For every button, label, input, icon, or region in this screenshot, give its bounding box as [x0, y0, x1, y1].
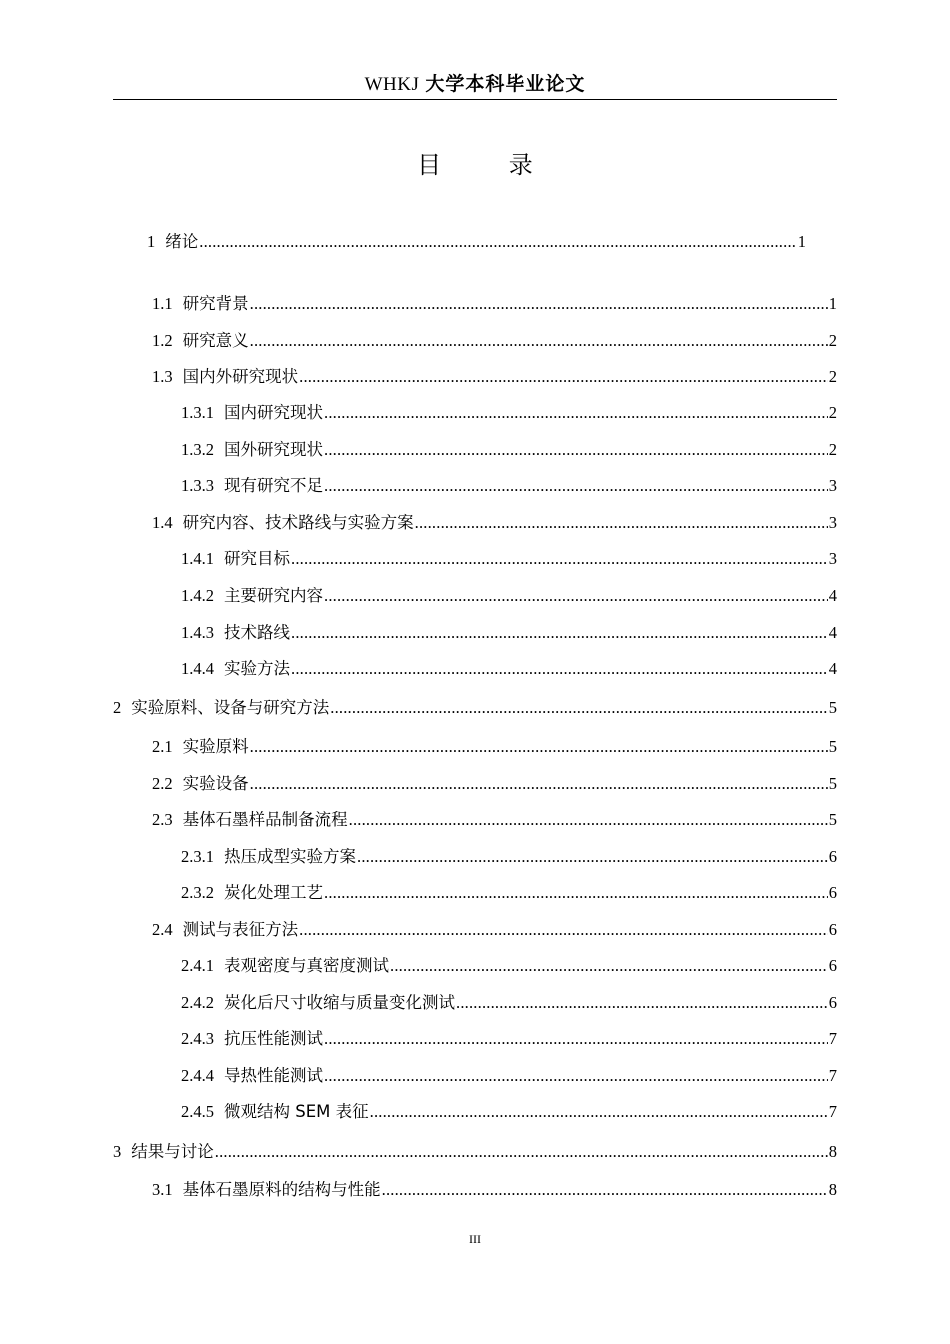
- toc-entry-page: 3: [828, 476, 837, 495]
- toc-dot-leader: [215, 1142, 828, 1162]
- toc-entry[interactable]: [181, 1062, 837, 1086]
- toc-dot-leader: [250, 737, 828, 757]
- toc-entry-page: 7: [828, 1066, 837, 1085]
- toc-entry[interactable]: [181, 952, 837, 976]
- toc-dot-leader: [324, 1066, 828, 1086]
- toc-dot-leader: [390, 956, 828, 976]
- toc-entry[interactable]: [181, 843, 837, 867]
- toc-entry-title: 实验设备: [182, 774, 249, 793]
- toc-entry-page: 1: [797, 232, 806, 251]
- toc-entry-number: 2.3: [152, 810, 173, 829]
- toc-dot-leader: [324, 476, 828, 496]
- toc-entry[interactable]: [181, 545, 837, 569]
- toc-entry-title: 表观密度与真密度测试: [224, 956, 389, 975]
- toc-entry-page: 5: [828, 698, 837, 717]
- toc-entry-number: 1.4.4: [181, 659, 214, 678]
- toc-dot-leader: [330, 698, 828, 718]
- toc-dot-leader: [382, 1180, 828, 1200]
- toc-dot-leader: [324, 440, 828, 460]
- toc-entry[interactable]: [181, 655, 837, 679]
- toc-dot-leader: [250, 294, 828, 314]
- toc-entry-page: 6: [828, 883, 837, 902]
- toc-entry[interactable]: [152, 290, 837, 314]
- toc-entry-title: 实验原料、设备与研究方法: [131, 698, 330, 717]
- toc-entry[interactable]: [181, 619, 837, 643]
- toc-entry[interactable]: [181, 1098, 837, 1122]
- toc-dot-leader: [370, 1102, 828, 1122]
- header-latin: WHKJ: [364, 74, 420, 95]
- toc-entry-number: 1.4.1: [181, 549, 214, 568]
- toc-entry-page: 2: [828, 440, 837, 459]
- toc-entry-page: 5: [828, 810, 837, 829]
- toc-dot-leader: [299, 367, 828, 387]
- toc-entry-page: 8: [828, 1142, 837, 1161]
- toc-dot-leader: [415, 513, 828, 533]
- toc-entry[interactable]: [181, 1025, 837, 1049]
- page-title: 目 录: [417, 151, 563, 179]
- toc-entry-title: 主要研究内容: [224, 586, 323, 605]
- toc-entry-title: 炭化后尺寸收缩与质量变化测试: [224, 993, 455, 1012]
- toc-entry-number: 2.4.3: [181, 1029, 214, 1048]
- toc-entry-page: 6: [828, 847, 837, 866]
- toc-entry[interactable]: [181, 582, 837, 606]
- toc-entry-title: 研究意义: [182, 331, 249, 350]
- toc-entry-number: 1.3: [152, 367, 173, 386]
- toc-entry-number: 2.4.1: [181, 956, 214, 975]
- toc-entry-page: 2: [828, 367, 837, 386]
- toc-dot-leader: [324, 1029, 828, 1049]
- toc-entry-number: 3.1: [152, 1180, 173, 1199]
- toc-entry[interactable]: [152, 363, 837, 387]
- toc-entry-page: 7: [828, 1102, 837, 1121]
- toc-entry-number: 2.4: [152, 920, 173, 939]
- toc-entry-title: 抗压性能测试: [224, 1029, 323, 1048]
- toc-entry-title: 研究目标: [224, 549, 290, 568]
- toc-entry-title: 国内外研究现状: [182, 367, 299, 386]
- toc-entry-number: 1.2: [152, 331, 173, 350]
- toc-entry-title: 实验原料: [182, 737, 249, 756]
- toc-entry-page: 3: [828, 513, 837, 532]
- toc-dot-leader: [291, 659, 828, 679]
- toc-entry-number: 2.1: [152, 737, 173, 756]
- toc-entry-number: 1.4: [152, 513, 173, 532]
- toc-dot-leader: [324, 883, 828, 903]
- toc-entry[interactable]: [152, 770, 837, 794]
- toc-entry-title: 微观结构 SEM 表征: [224, 1102, 369, 1121]
- toc-entry-page: 7: [828, 1029, 837, 1048]
- toc-entry-title: 技术路线: [224, 623, 290, 642]
- toc-entry-title: 绪论: [165, 232, 199, 251]
- toc-entry-title: 国外研究现状: [224, 440, 323, 459]
- toc-entry-page: 4: [828, 623, 837, 642]
- toc-dot-leader: [299, 920, 828, 940]
- toc-entry[interactable]: [152, 733, 837, 757]
- toc-entry-number: 1.4.3: [181, 623, 214, 642]
- header-title: 大学本科毕业论文: [425, 73, 586, 95]
- toc-dot-leader: [456, 993, 828, 1013]
- toc-entry-number: 2.4.5: [181, 1102, 214, 1121]
- toc-entry-title: 实验方法: [224, 659, 290, 678]
- toc-entry-page: 1: [828, 294, 837, 313]
- toc-entry-number: 1.3.1: [181, 403, 214, 422]
- page-number: III: [469, 1232, 481, 1246]
- toc-entry[interactable]: [152, 806, 837, 830]
- toc-dot-leader: [291, 623, 828, 643]
- toc-entry-title: 现有研究不足: [224, 476, 323, 495]
- toc-entry-title: 基体石墨原料的结构与性能: [182, 1180, 381, 1199]
- toc-dot-leader: [199, 232, 797, 252]
- toc-entry-number: 1.1: [152, 294, 173, 313]
- toc-entry[interactable]: [152, 1176, 837, 1200]
- toc-entry-page: 2: [828, 403, 837, 422]
- toc-entry[interactable]: [152, 916, 837, 940]
- toc-entry[interactable]: [113, 1138, 837, 1162]
- toc-dot-leader: [357, 847, 828, 867]
- toc-dot-leader: [250, 774, 828, 794]
- toc-entry[interactable]: [152, 509, 837, 533]
- toc-entry[interactable]: [181, 436, 837, 460]
- toc-entry-title: 导热性能测试: [224, 1066, 323, 1085]
- toc-entry-number: 2.3.2: [181, 883, 214, 902]
- toc-entry-page: 4: [828, 586, 837, 605]
- toc-entry[interactable]: [181, 989, 837, 1013]
- toc-entry[interactable]: [181, 879, 837, 903]
- toc-entry-number: 2.4.4: [181, 1066, 214, 1085]
- toc-entry-page: 6: [828, 956, 837, 975]
- toc-entry-title: 基体石墨样品制备流程: [182, 810, 348, 829]
- toc-entry-number: 2.4.2: [181, 993, 214, 1012]
- toc-entry-number: 2: [113, 698, 122, 717]
- toc-entry-number: 1: [147, 232, 156, 251]
- toc-entry-page: 4: [828, 659, 837, 678]
- toc-entry[interactable]: [147, 228, 806, 252]
- toc-entry-title: 国内研究现状: [224, 403, 323, 422]
- toc-entry[interactable]: [152, 327, 837, 351]
- toc-entry-title: 热压成型实验方案: [224, 847, 356, 866]
- toc-entry-number: 2.2: [152, 774, 173, 793]
- toc-dot-leader: [324, 586, 828, 606]
- toc-entry-page: 6: [828, 920, 837, 939]
- toc-entry-number: 1.3.2: [181, 440, 214, 459]
- toc-entry-number: 1.3.3: [181, 476, 214, 495]
- toc-entry-title: 测试与表征方法: [182, 920, 299, 939]
- toc-entry-page: 2: [828, 331, 837, 350]
- toc-entry-number: 2.3.1: [181, 847, 214, 866]
- toc-entry-page: 3: [828, 549, 837, 568]
- toc-entry-title: 研究内容、技术路线与实验方案: [182, 513, 414, 532]
- toc-entry-title: 研究背景: [182, 294, 249, 313]
- toc-dot-leader: [291, 549, 828, 569]
- toc-entry-title: 炭化处理工艺: [224, 883, 323, 902]
- toc-entry-page: 8: [828, 1180, 837, 1199]
- toc-entry-page: 6: [828, 993, 837, 1012]
- toc-entry-page: 5: [828, 774, 837, 793]
- toc-entry[interactable]: [113, 694, 837, 718]
- toc-dot-leader: [324, 403, 828, 423]
- toc-entry[interactable]: [181, 472, 837, 496]
- toc-entry[interactable]: [181, 399, 837, 423]
- toc-dot-leader: [250, 331, 828, 351]
- toc-entry-number: 1.4.2: [181, 586, 214, 605]
- toc-entry-number: 3: [113, 1142, 122, 1161]
- toc-entry-page: 5: [828, 737, 837, 756]
- toc-entry-title: 结果与讨论: [131, 1142, 214, 1161]
- toc-dot-leader: [349, 810, 828, 830]
